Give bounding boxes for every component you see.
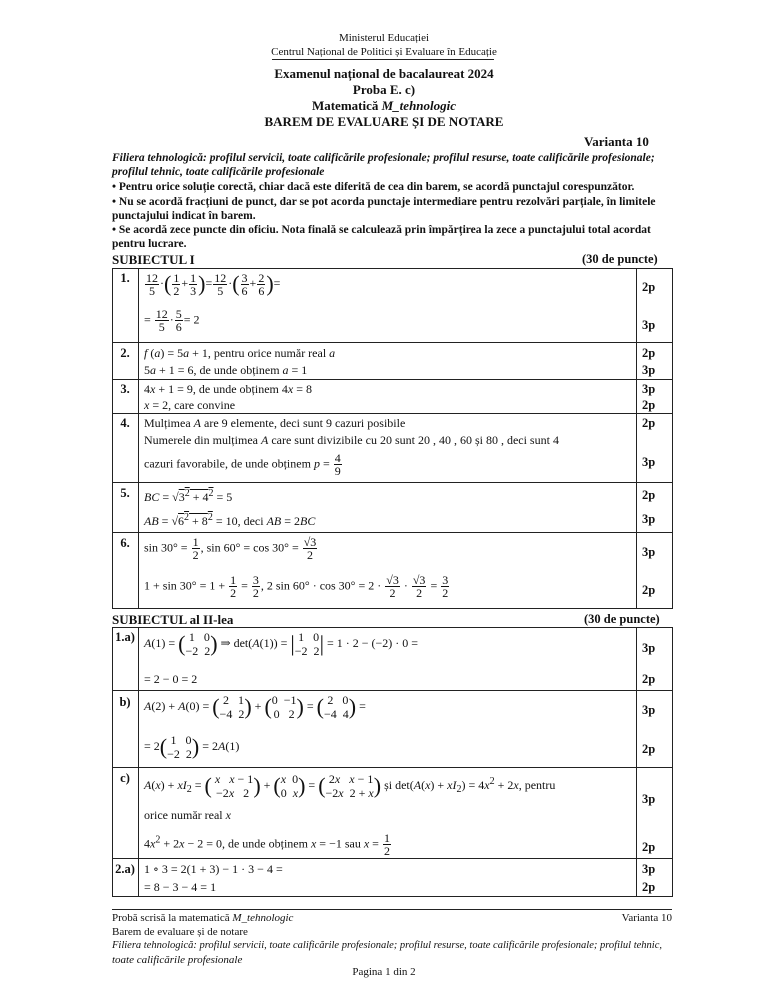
footer-rule: [112, 909, 672, 910]
subject-title: [0, 98, 768, 114]
grid-col-4: [636, 627, 637, 897]
item-4-text-d: care sunt divizibile cu 20 sunt 20 , 40 , 60 și 80 , deci sunt 4: [268, 433, 559, 447]
item-2a-line-2: = 8 − 3 − 4 = 1: [144, 880, 217, 894]
footer-line-4: toate calificările profesionale: [112, 954, 243, 966]
footer-line-2: Barem de evaluare și de notare: [112, 926, 248, 938]
exam-title: Examenul național de bacalaureat 2024: [274, 66, 494, 81]
item-2-1a-number: 1.a): [115, 630, 135, 644]
item-1c-text-si: și: [381, 777, 396, 792]
footer-variant: Varianta 10: [621, 912, 672, 924]
item-3-number: 3.: [120, 382, 130, 396]
item-4-line-2: Numerele din mulțimea A care sunt divizibile cu 20 sunt 20 , 40 , 60 și 80 , deci sunt 4: [144, 433, 559, 447]
item-6-line-2: 1 + sin 30° = 1 + $\frac{1}{2}$ = $\frac{3}{2}$ , 2 sin 60° · cos 30° = 2 · $\frac{√3}{2}$ · $\frac{√3}{2}$ = $\frac{3}{2}$: [144, 573, 449, 600]
item-1-step-1: $\frac{12}{5}$ ·( $\frac{1}{2}$ + $\frac{1}{3}$ )= $\frac{12}{5}$ ·( $\frac{3}{6}$ + $\frac{2}{6}$ )=: [146, 270, 281, 298]
item-1-points-a: 2p: [642, 280, 656, 294]
filiera-line-1: Filiera tehnologică: profilul servicii, toate calificările profesionale; profilul resurse, toate calificările profesionale;: [112, 152, 655, 164]
item-2-2a-number: 2.a): [115, 862, 135, 876]
footer-line-3: Filiera tehnologică: profilul servicii, toate calificările profesionale; profilul resurse, toate calificările profesionale; profilul tehnic,: [112, 940, 662, 951]
item-1-step-2: = $\frac{12}{5}$ · $\frac{5}{6}$ = 2: [144, 307, 200, 334]
item-4-points-b: 3p: [642, 455, 656, 469]
item-2-1c-number: c): [120, 771, 130, 785]
item-2a-line-1: 1 ∘ 3 = 2(1 + 3) − 1 · 3 − 4 =: [144, 862, 283, 876]
item-1c-text-pentru: , pentru: [518, 777, 556, 792]
center-line: Centrul Național de Politici și Evaluare în Educație: [271, 46, 497, 58]
item-1b-line-1: A(2) + A(0) = ( 2 1 −4 2 ) + ( 0 −1 0 2 ) = ( 2 0 −4 4 ) =: [144, 693, 366, 721]
footer-line-1: [112, 912, 672, 924]
item-1a-line-2: = 2 − 0 = 2: [144, 672, 198, 686]
item-4-points-a: 2p: [642, 416, 656, 430]
item-1a-line-1: A(1) = ( 1 0 −2 2 ) ⇒ det(A(1)) = | 1 0 −2 2 | = 1 · 2 − (−2) · 0 =: [144, 630, 419, 658]
item-3-points-a: 3p: [642, 382, 656, 396]
grid-left-2: [112, 627, 113, 897]
item-6-points-a: 3p: [642, 545, 656, 559]
grid-bottom-2: [112, 896, 672, 897]
item-5-text-deci: , deci: [237, 514, 267, 528]
item-1c-line-1: $A(x) + xI_2$ = ( x x − 1 −2x 2 ) + ( x 0 0 x ) = ( 2x x − 1 −2x 2 + x ) și $\det(A(x) + xI_2) = 4x^2 + 2x$, pentru: [144, 772, 556, 800]
grid-col-2: [636, 268, 637, 609]
grid-top-1: [112, 268, 672, 269]
item-1c-points-b: 2p: [642, 840, 656, 854]
item-1b-line-2: = 2( 1 0 −2 2 ) = 2A(1): [144, 733, 240, 761]
item-1a-points-b: 2p: [642, 672, 656, 686]
item-5-line-2: AB = $√6^2 + 8^2 = 10$, deci AB = 2BC: [144, 512, 316, 528]
item-2-points-a: 2p: [642, 346, 656, 360]
bullet-2-line-1: • Nu se acordă fracțiuni de punct, dar se pot acorda punctaje intermediare pentru rezolvări parțiale, în limitele: [112, 196, 656, 208]
item-2-text-a: , pentru orice număr real: [207, 346, 330, 360]
item-1-points-b: 3p: [642, 318, 656, 332]
item-2-1b-number: b): [119, 695, 131, 709]
item-2-line-2: 5a + 1 = 6, de unde obținem a = 1: [144, 363, 308, 377]
item-1b-points-b: 2p: [642, 742, 656, 756]
item-1c-line-2: orice număr real x: [144, 808, 231, 822]
item-5-points-a: 2p: [642, 488, 656, 502]
bullet-3-line-1: • Se acordă zece puncte din oficiu. Nota finală se calculează prin împărțirea la zece a punctajului total acordat: [112, 224, 651, 236]
ministry-line: Ministerul Educației: [338, 32, 430, 44]
item-3-line-1: 4x + 1 = 9, de unde obținem 4x = 8: [144, 382, 312, 396]
item-6-points-b: 2p: [642, 583, 656, 597]
item-4-line-3: cazuri favorabile, de unde obținem p = $\frac{4}{9}$: [144, 451, 341, 478]
item-2a-points-a: 3p: [642, 862, 656, 876]
item-4-text-b: are 9 elemente, deci sunt 9 cazuri posibile: [201, 416, 406, 430]
item-3-line-2: x = 2, care convine: [144, 398, 236, 412]
item-2a-points-b: 2p: [642, 880, 656, 894]
grid-top-2: [112, 627, 672, 628]
row-sep-3: [112, 413, 672, 414]
item-1c-text-deunde: , de unde obținem: [221, 836, 311, 851]
item-4-text-a: Mulțimea: [144, 416, 194, 430]
item-4-text-e: cazuri favorabile, de unde obținem: [144, 456, 314, 471]
row-sep-5: [112, 532, 672, 533]
item-3-points-b: 2p: [642, 398, 656, 412]
item-1-number: 1.: [120, 271, 130, 285]
item-1c-points-a: 3p: [642, 792, 656, 806]
bullet-3-line-2: pentru lucrare.: [112, 238, 187, 250]
item-5-line-1: BC = $√3^2 + 4^2 = 5$: [144, 488, 233, 504]
item-4-text-c: Numerele din mulțimea: [144, 433, 261, 447]
row-sep-2: [112, 379, 672, 380]
item-5-number: 5.: [120, 486, 130, 500]
row-sep-6: [112, 690, 672, 691]
section-1-points: (30 de puncte): [582, 252, 658, 266]
header-underline: [272, 59, 494, 60]
bullet-2-line-2: punctajului indicat în barem.: [112, 210, 256, 222]
item-2-line-1: f (a) = 5a + 1, pentru orice număr real a: [144, 346, 336, 360]
grid-bottom-1: [112, 608, 672, 609]
grid-col-3: [138, 627, 139, 897]
grid-left-1: [112, 268, 113, 609]
item-2-points-b: 3p: [642, 363, 656, 377]
item-3-text-b: , care convine: [168, 398, 236, 412]
item-2-number: 2.: [120, 346, 130, 360]
section-1-title: SUBIECTUL I: [112, 252, 195, 267]
item-1b-points-a: 3p: [642, 703, 656, 717]
item-1c-text-sau: sau: [341, 836, 364, 851]
item-2-text-b: , de unde obținem: [193, 363, 283, 377]
grid-col-1: [138, 268, 139, 609]
item-6-number: 6.: [120, 536, 130, 550]
item-1c-line-3: $4x^2 + 2x - 2 = 0$, de unde obținem x = −1 sau x = $\frac{1}{2}$: [144, 831, 390, 858]
row-sep-1: [112, 342, 672, 343]
row-sep-8: [112, 858, 672, 859]
item-3-text-a: , de unde obținem: [192, 382, 282, 396]
item-4-number: 4.: [120, 416, 130, 430]
filiera-line-2: profilul tehnic, toate calificările profesionale: [112, 166, 325, 178]
item-1c-text-orice: orice număr real: [144, 808, 226, 822]
subject-prefix: Matematică: [311, 98, 382, 113]
subject-italic: M_tehnologic: [381, 98, 457, 113]
item-5-points-b: 3p: [642, 512, 656, 526]
grid-right-1: [672, 268, 673, 609]
item-4-line-1: Mulțimea A are 9 elemente, deci sunt 9 cazuri posibile: [144, 416, 406, 430]
bullet-1: • Pentru orice soluție corectă, chiar dacă este diferită de cea din barem, se acordă punctajul corespunzător.: [112, 181, 635, 193]
row-sep-4: [112, 482, 672, 483]
variant-label: Varianta 10: [584, 134, 649, 149]
grid-right-2: [672, 627, 673, 897]
proba-title: Proba E. c): [352, 82, 416, 97]
page-number: Pagina 1 din 2: [352, 966, 416, 978]
footer-prefix: Probă scrisă la matematică: [112, 912, 233, 924]
section-2-points: (30 de puncte): [584, 612, 660, 626]
footer-italic: M_tehnologic: [232, 912, 294, 924]
barem-title: BAREM DE EVALUARE ȘI DE NOTARE: [264, 114, 504, 129]
row-sep-7: [112, 767, 672, 768]
item-1a-points-a: 3p: [642, 641, 656, 655]
section-2-title: SUBIECTUL al II-lea: [112, 612, 234, 627]
item-6-line-1: sin 30° = $\frac{1}{2}$ , sin 60° = cos 30° = $\frac{√3}{2}$: [144, 535, 317, 562]
